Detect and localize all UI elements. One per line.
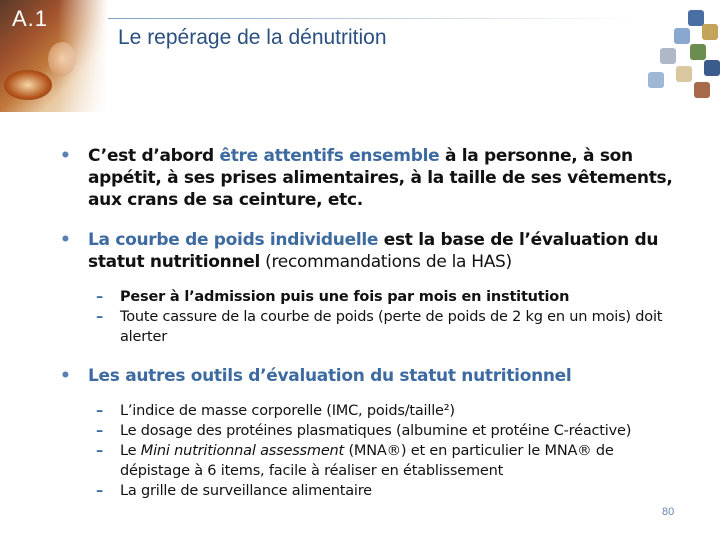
puzzle-piece-icon xyxy=(702,24,718,40)
sub-item-text: (MNA®) et en particulier le MNA® de dépistage à 6 items, facile à réaliser en établissement xyxy=(120,443,614,479)
sub-item-text: Le dosage des protéines plasmatiques (albumine et protéine C-réactive) xyxy=(120,423,632,439)
bullet-icon: • xyxy=(60,230,71,250)
bullet-icon: • xyxy=(60,366,71,386)
sub-item-text: Toute cassure de la courbe de poids (perte de poids de 2 kg en un mois) doit alerter xyxy=(120,309,663,345)
bullet-text: à la personne, à son appétit, à ses prises alimentaires, à la taille de ses vêtements, aux crans de sa ceinture, etc. xyxy=(88,146,673,210)
sub-item-text: Le xyxy=(120,443,141,459)
sub-item xyxy=(56,441,676,481)
sub-item xyxy=(56,481,676,501)
sub-item-text: La grille de surveillance alimentaire xyxy=(120,483,372,499)
sub-item xyxy=(56,421,676,441)
puzzle-piece-icon xyxy=(704,60,720,76)
bullet-text: C’est d’abord xyxy=(88,146,220,166)
sub-item xyxy=(56,287,676,307)
bullet-item xyxy=(56,229,676,273)
page-title: Le repérage de la dénutrition xyxy=(118,26,387,49)
puzzle-piece-icon xyxy=(660,48,676,64)
dash-icon: – xyxy=(96,289,104,305)
bullet-text: est la base de l’évaluation du statut nutritionnel xyxy=(88,230,659,272)
bullet-text: (recommandations de la HAS) xyxy=(260,252,512,272)
bullet-highlight: La courbe de poids individuelle xyxy=(88,230,379,250)
dash-icon: – xyxy=(96,403,104,419)
title-divider xyxy=(108,18,638,19)
dash-icon: – xyxy=(96,443,104,459)
bullet-highlight: Les autres outils d’évaluation du statut nutritionnel xyxy=(88,366,572,386)
header-photo xyxy=(0,0,108,112)
bullet-item xyxy=(56,145,676,211)
slide-content xyxy=(56,145,676,501)
sub-item-text: L’indice de masse corporelle (IMC, poids/taille²) xyxy=(120,403,455,419)
dash-icon: – xyxy=(96,483,104,499)
sub-item xyxy=(56,401,676,421)
puzzle-piece-icon xyxy=(690,44,706,60)
puzzle-piece-icon xyxy=(648,72,664,88)
bullet-icon: • xyxy=(60,146,71,166)
puzzle-piece-icon xyxy=(674,28,690,44)
sub-item-text: Peser à l’admission puis une fois par mois en institution xyxy=(120,289,570,305)
puzzle-decoration xyxy=(630,0,720,105)
section-code: A.1 xyxy=(12,6,49,31)
sub-item-italic: Mini nutritionnal assessment xyxy=(140,443,345,459)
puzzle-piece-icon xyxy=(676,66,692,82)
dash-icon: – xyxy=(96,309,104,325)
bullet-highlight: être attentifs ensemble xyxy=(219,146,440,166)
sub-item xyxy=(56,307,676,347)
puzzle-piece-icon xyxy=(694,82,710,98)
bullet-item xyxy=(56,365,676,387)
dash-icon: – xyxy=(96,423,104,439)
title-bar xyxy=(108,18,638,70)
plate-image xyxy=(4,70,52,100)
page-number: 80 xyxy=(662,506,675,518)
puzzle-piece-icon xyxy=(688,10,704,26)
photo-fade xyxy=(58,0,108,112)
